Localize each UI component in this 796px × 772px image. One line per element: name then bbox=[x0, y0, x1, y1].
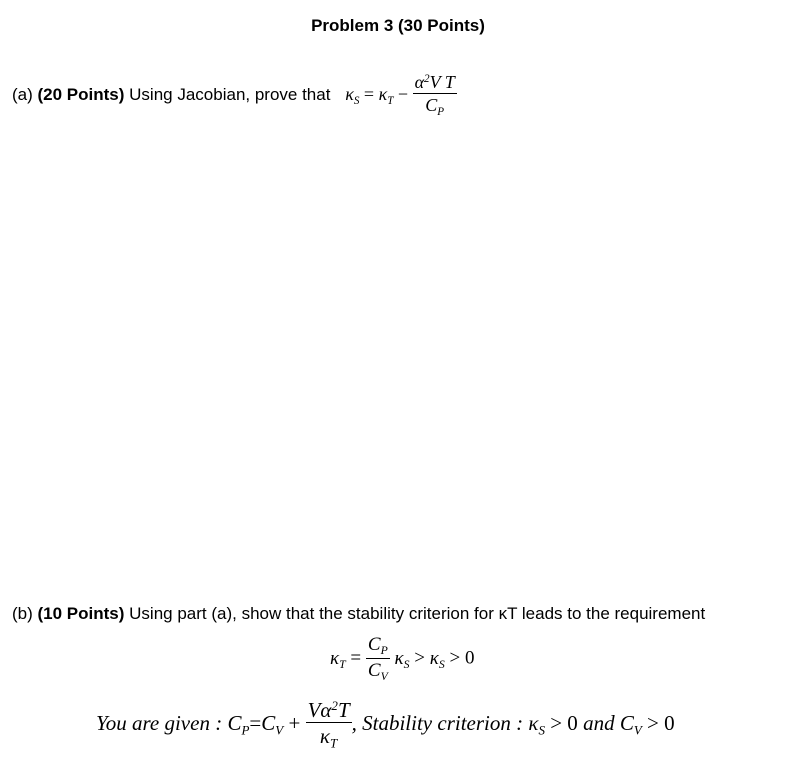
equals-sign: = bbox=[249, 710, 262, 735]
equals-sign: = bbox=[363, 83, 375, 104]
problem-title: Problem 3 (30 Points) bbox=[311, 16, 485, 35]
part-b-points: (10 Points) bbox=[37, 604, 125, 623]
part-b bbox=[12, 604, 705, 624]
kappa-s: $\kappa_S$ bbox=[394, 647, 410, 671]
greater-than-zero: > 0 bbox=[449, 647, 475, 669]
numerator: $V\alpha^2T$ bbox=[307, 697, 350, 722]
part-b-equation bbox=[330, 634, 474, 684]
given-line bbox=[96, 698, 675, 752]
part-a-text: Using Jacobian, prove that bbox=[129, 84, 331, 104]
part-a-equation bbox=[345, 72, 457, 118]
comma: , bbox=[351, 710, 357, 735]
cp: $C_P$ bbox=[227, 710, 250, 738]
denominator: $C_P$ bbox=[425, 94, 445, 118]
part-a bbox=[12, 72, 457, 120]
kappa-s: $\kappa_S$ bbox=[528, 710, 545, 738]
part-b-text: Using part (a), show that the stability criterion for κT leads to the requirement bbox=[129, 604, 706, 623]
fraction-alpha-vt-over-cp bbox=[413, 72, 457, 120]
part-a-points: (20 Points) bbox=[37, 84, 125, 104]
greater-than-zero: > 0 bbox=[550, 710, 578, 735]
equals-sign: = bbox=[350, 647, 362, 669]
greater-than-sign: > bbox=[414, 647, 425, 669]
stability-label: Stability criterion : bbox=[362, 710, 524, 735]
cv-2: $C_V$ bbox=[619, 710, 642, 738]
given-prefix: You are given : bbox=[96, 710, 223, 735]
part-a-label: (a) bbox=[12, 84, 33, 104]
plus-sign: + bbox=[288, 710, 301, 735]
fraction-valpha2t-over-kt bbox=[306, 698, 352, 752]
kappa-s: $\kappa_S$ bbox=[345, 83, 360, 107]
kappa-t: $\kappa_T$ bbox=[330, 647, 346, 671]
kappa-t: $\kappa_T$ bbox=[378, 83, 394, 107]
and-word: and bbox=[583, 710, 615, 735]
denominator: $C_V$ bbox=[367, 659, 388, 683]
minus-sign: − bbox=[397, 83, 409, 104]
fraction-cp-over-cv bbox=[366, 634, 390, 684]
kappa-s-2: $\kappa_S$ bbox=[429, 647, 445, 671]
numerator: $C_P$ bbox=[367, 634, 388, 658]
greater-than-zero-2: > 0 bbox=[647, 710, 675, 735]
denominator: $\kappa_T$ bbox=[319, 724, 338, 751]
numerator: $\alpha^2V$ T bbox=[414, 72, 455, 92]
part-b-label: (b) bbox=[12, 604, 33, 623]
cv: $C_V$ bbox=[261, 710, 284, 738]
